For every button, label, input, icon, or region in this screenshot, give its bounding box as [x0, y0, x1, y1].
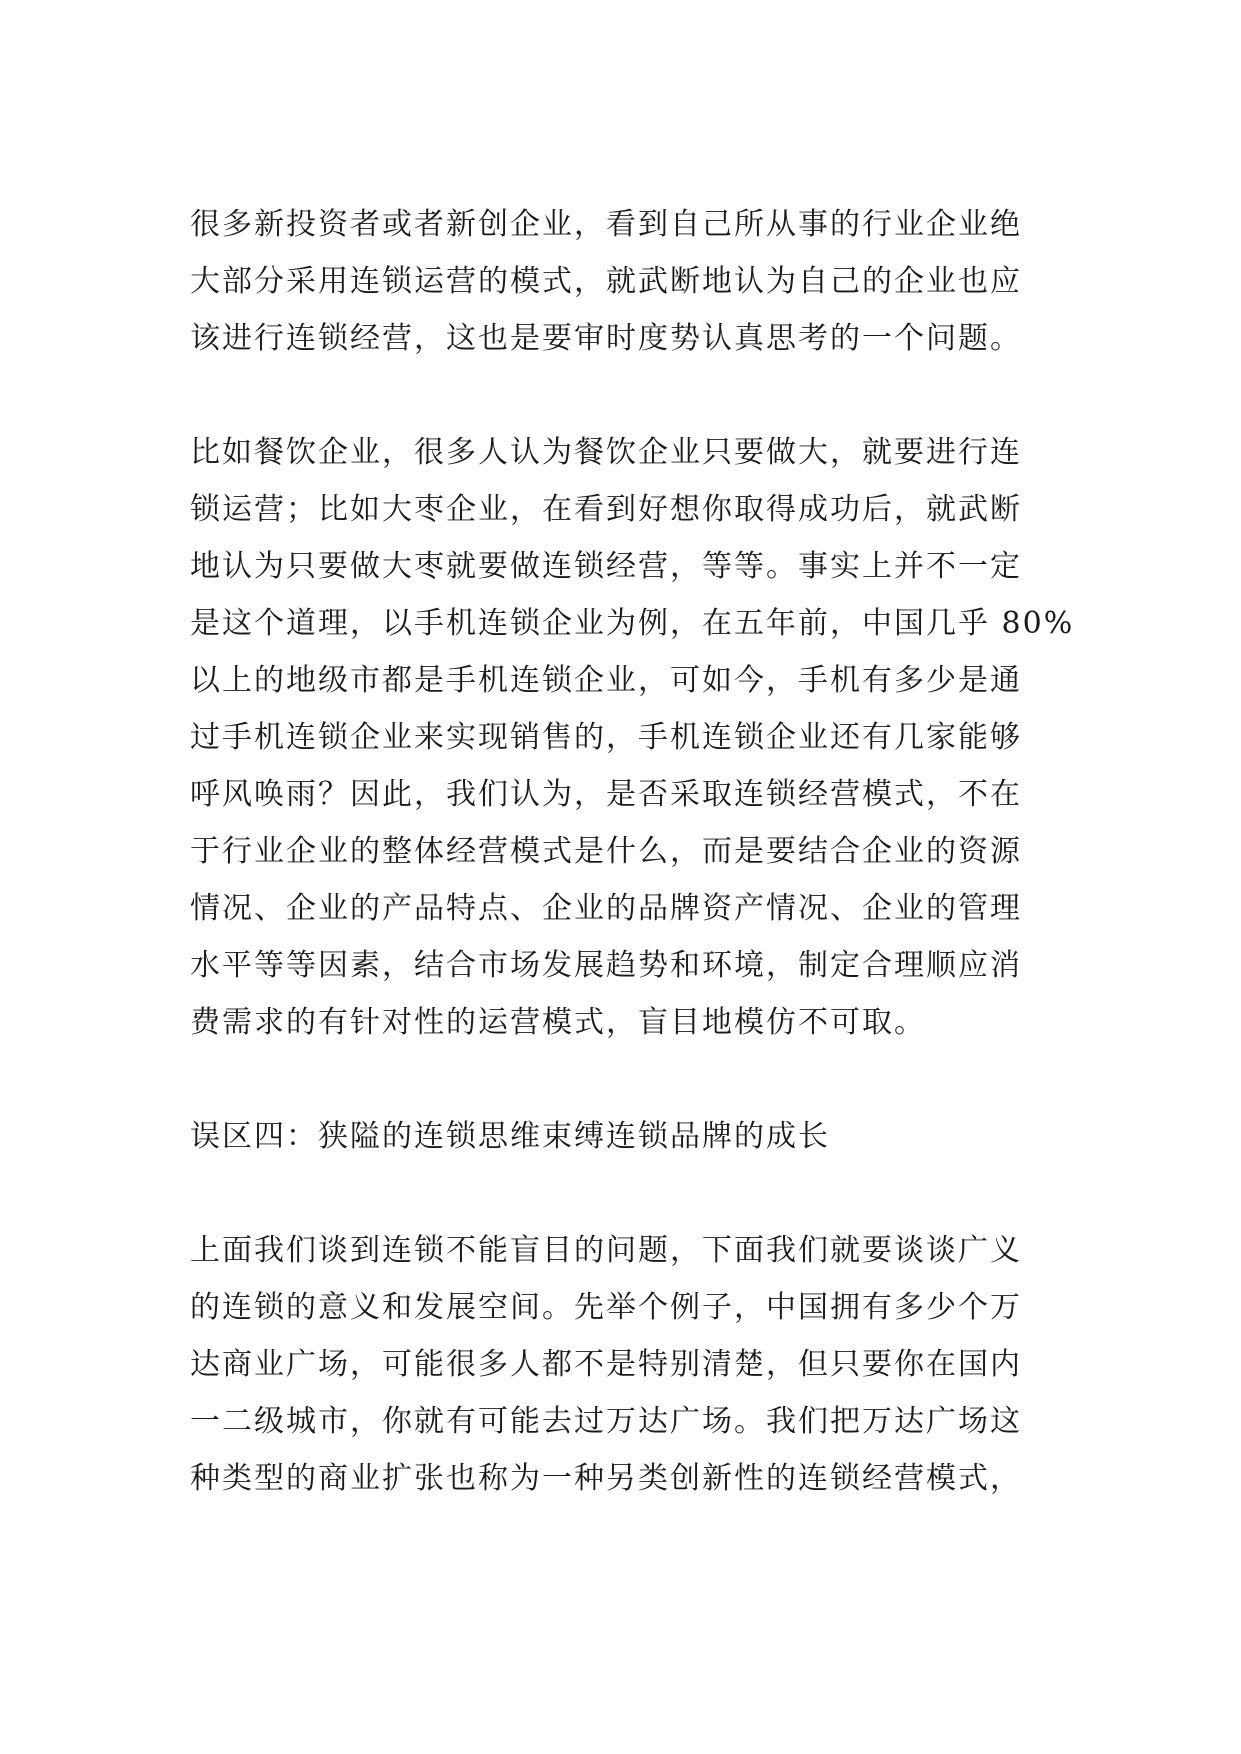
- paragraph-line: 锁运营；比如大枣企业，在看到好想你取得成功后，就武断: [190, 492, 1022, 527]
- paragraph-line: 种类型的商业扩张也称为一种另类创新性的连锁经营模式，: [190, 1461, 1022, 1496]
- paragraph-2: [190, 424, 1075, 1051]
- paragraph-line: 的连锁的意义和发展空间。先举个例子，中国拥有多少个万: [190, 1290, 1022, 1325]
- paragraph-line: 该进行连锁经营，这也是要审时度势认真思考的一个问题。: [190, 321, 1022, 356]
- paragraph-line: 一二级城市，你就有可能去过万达广场。我们把万达广场这: [190, 1404, 1022, 1439]
- section-heading-text: 误区四：狭隘的连锁思维束缚连锁品牌的成长: [190, 1119, 830, 1154]
- paragraph-line: 呼风唤雨？因此，我们认为，是否采取连锁经营模式，不在: [190, 777, 1022, 812]
- paragraph-line: 比如餐饮企业，很多人认为餐饮企业只要做大，就要进行连: [190, 435, 1022, 470]
- paragraph-line: 很多新投资者或者新创企业，看到自己所从事的行业企业绝: [190, 207, 1022, 242]
- paragraph-line: 水平等等因素，结合市场发展趋势和环境，制定合理顺应消: [190, 948, 1022, 983]
- paragraph-1: [190, 196, 1070, 367]
- paragraph-line: 地认为只要做大枣就要做连锁经营，等等。事实上并不一定: [190, 549, 1022, 584]
- paragraph-line: 大部分采用连锁运营的模式，就武断地认为自己的企业也应: [190, 264, 1022, 299]
- paragraph-spacer: [190, 1051, 1070, 1108]
- paragraph-line: 是这个道理，以手机连锁企业为例，在五年前，中国几乎 80%: [190, 606, 1075, 641]
- paragraph-line: 过手机连锁企业来实现销售的，手机连锁企业还有几家能够: [190, 720, 1022, 755]
- paragraph-line: 上面我们谈到连锁不能盲目的问题，下面我们就要谈谈广义: [190, 1233, 1022, 1268]
- paragraph-line: 于行业企业的整体经营模式是什么，而是要结合企业的资源: [190, 834, 1022, 869]
- document-body: [190, 196, 1075, 1507]
- paragraph-3: [190, 1222, 1070, 1507]
- paragraph-line: 以上的地级市都是手机连锁企业，可如今，手机有多少是通: [190, 663, 1022, 698]
- paragraph-line: 达商业广场，可能很多人都不是特别清楚，但只要你在国内: [190, 1347, 1022, 1382]
- paragraph-spacer: [190, 367, 1070, 424]
- paragraph-line: 情况、企业的产品特点、企业的品牌资产情况、企业的管理: [190, 891, 1022, 926]
- section-heading: [190, 1108, 1070, 1165]
- paragraph-line: 费需求的有针对性的运营模式，盲目地模仿不可取。: [190, 1005, 926, 1040]
- paragraph-spacer: [190, 1165, 1070, 1222]
